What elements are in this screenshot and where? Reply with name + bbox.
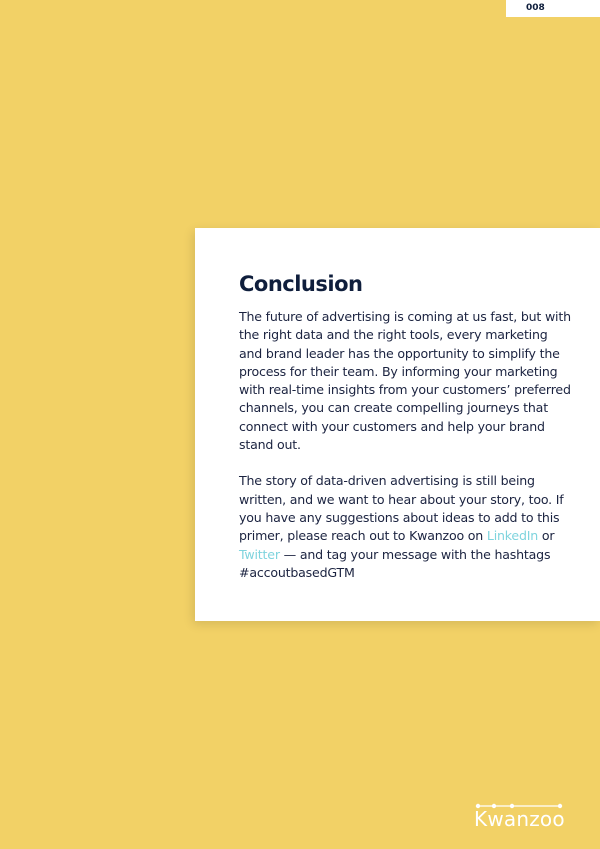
twitter-link[interactable]: Twitter (239, 546, 280, 562)
paragraph-2-outro: — and tag your message with the hashtags #accoutbasedGTM (239, 546, 551, 580)
page-number: 008 (506, 0, 600, 17)
conclusion-paragraph-2 (239, 472, 574, 582)
conclusion-card (195, 228, 600, 621)
linkedin-link[interactable]: LinkedIn (486, 528, 539, 544)
kwanzoo-logo (474, 802, 568, 832)
paragraph-2-intro: The story of data-driven advertising is still being written, and we want to hear about your story, too. If you have any suggestions about ideas to add to this primer, please reach out to Kwanzoo on (239, 473, 564, 544)
conclusion-paragraph-1: The future of advertising is coming at us fast, but with the right data and the right tools, every marketing and brand leader has the opportunity to simplify the process for their team. By informing your marketing with real-time insights from your customers’ preferred channels, you can create compelling journeys that connect with your customers and help your brand stand out. (239, 309, 571, 453)
paragraph-2-connector: or (538, 528, 555, 544)
logo-wordmark: Kwanzoo (474, 807, 565, 831)
section-heading: Conclusion (239, 272, 363, 296)
